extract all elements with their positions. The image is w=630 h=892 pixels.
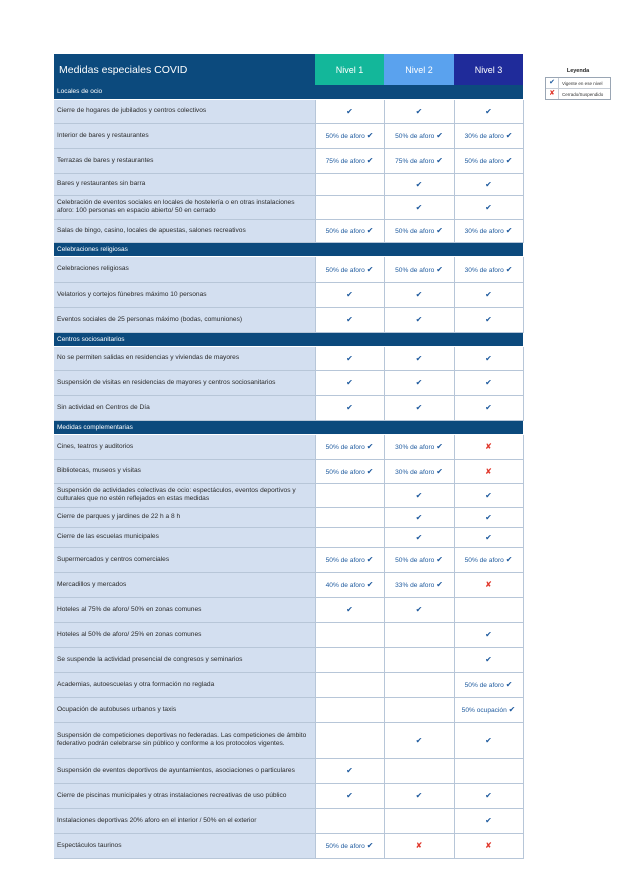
level-3-cell [454,597,523,622]
checkmark-icon: ✔ [436,226,443,235]
capacity-text: 33% de aforo [395,582,435,589]
table-row [54,507,523,527]
checkmark-icon: ✔ [485,791,492,800]
capacity-text: 50% de aforo [395,557,435,564]
checkmark-icon: ✔ [508,705,516,714]
level-2-cell [384,672,454,697]
table-row [54,808,523,833]
checkmark-icon: ✔ [346,378,353,387]
level-3-cell [454,282,523,307]
measure-label: Academias, autoescuelas y otra formación no reglada [54,672,315,697]
level-1-cell [315,507,384,527]
capacity-text: 30% de aforo [395,444,435,451]
measure-label: Espectáculos taurinos [54,833,315,858]
level-3-cell [454,256,523,282]
checkmark-icon: ✔ [485,630,492,639]
level-2-cell [384,622,454,647]
level-3-cell [454,572,523,597]
level-2-cell [384,256,454,282]
measure-label: Suspensión de actividades colectivas de ocio: espectáculos, eventos deportivos y culturales que no estén reflejados en estas medidas [54,483,315,507]
capacity-text: 50% de aforo [395,133,435,140]
level-2-cell [384,459,454,483]
capacity-text: 40% de aforo [325,582,365,589]
level-3-cell [454,434,523,459]
level-2-cell [384,833,454,858]
checkmark-icon: ✔ [485,490,492,500]
measure-label: Cierre de hogares de jubilados y centros colectivos [54,99,315,123]
level-3-cell [454,459,523,483]
measure-label: Cierre de parques y jardines de 22 h a 8 h [54,507,315,527]
section-title: Medidas complementarias [54,420,523,434]
level-1-cell [315,395,384,420]
level-3-cell [454,483,523,507]
section-title: Locales de ocio [54,85,523,99]
measure-label: Cierre de las escuelas municipales [54,527,315,547]
level-3-cell [454,99,523,123]
measure-label: Bares y restaurantes sin barra [54,173,315,195]
measure-label: Velatorios y cortejos fúnebres máximo 10 personas [54,282,315,307]
level-1-cell [315,783,384,808]
checkmark-icon: ✔ [505,680,513,689]
measure-label: Celebraciones religiosas [54,256,315,282]
legend [545,68,611,100]
level-3-cell [454,219,523,242]
capacity-text: 30% de aforo [464,266,504,274]
capacity-text: 50% de aforo [395,228,435,235]
checkmark-icon: ✔ [485,353,492,363]
legend-item-cerrado [546,89,610,99]
capacity-text: 50% de aforo [395,266,435,274]
level-3-cell [454,758,523,783]
measure-label: Suspensión de eventos deportivos de ayuntamientos, asociaciones o particulares [54,758,315,783]
checkmark-icon: ✔ [415,202,423,212]
capacity-text: 50% ocupación [461,707,507,714]
level-1-cell [315,256,384,282]
measure-label: Eventos sociales de 25 personas máximo (bodas, comuniones) [54,307,315,332]
level-1-cell [315,195,384,219]
level-3-cell [454,547,523,572]
level-1-cell [315,148,384,173]
checkmark-icon: ✔ [366,226,374,235]
checkmark-icon: ✔ [485,403,492,412]
level-1-cell [315,173,384,195]
checkmark-icon: ✔ [366,264,374,274]
measure-label: Se suspende la actividad presencial de congresos y seminarios [54,647,315,672]
measure-label: Sin actividad en Centros de Día [54,395,315,420]
level-1-cell [315,527,384,547]
measure-label: Hoteles al 75% de aforo/ 50% en zonas comunes [54,597,315,622]
level-2-cell [384,219,454,242]
level-1-cell [315,219,384,242]
checkmark-icon: ✔ [415,490,423,500]
level-1-cell [315,434,384,459]
level-1-cell [315,833,384,858]
measure-label: Interior de bares y restaurantes [54,123,315,148]
level-1-cell [315,647,384,672]
measure-label: Cierre de piscinas municipales y otras instalaciones recreativas de uso público [54,783,315,808]
cross-icon: ✘ [485,841,492,850]
level-1-cell [315,597,384,622]
legend-item-vigente [546,78,610,89]
level-3-header: Nivel 3 [454,54,523,85]
level-3-cell [454,808,523,833]
measure-label: Celebración de eventos sociales en locales de hostelería o en otras instalaciones aforo: 100 personas en espacio abierto/ 50 en cerrado [54,195,315,219]
level-3-cell [454,672,523,697]
capacity-text: 50% de aforo [325,133,365,140]
level-2-cell [384,527,454,547]
section-header [54,242,523,256]
checkmark-icon: ✔ [436,580,443,589]
table-row [54,219,523,242]
table-row [54,833,523,858]
table-row [54,346,523,370]
checkmark-icon: ✔ [366,580,374,589]
legend-title: Leyenda [566,68,590,74]
table-row [54,697,523,722]
checkmark-icon: ✔ [485,202,492,212]
level-2-cell [384,346,454,370]
level-2-cell [384,148,454,173]
cross-icon: ✘ [546,89,559,99]
measure-label: Ocupación de autobuses urbanos y taxis [54,697,315,722]
capacity-text: 30% de aforo [395,468,435,476]
table-body [54,85,523,858]
table-row [54,282,523,307]
checkmark-icon: ✔ [436,131,443,140]
checkmark-icon: ✔ [485,655,492,664]
checkmark-icon: ✔ [415,315,423,324]
level-3-cell [454,647,523,672]
table-row [54,395,523,420]
capacity-text: 50% de aforo [464,557,504,564]
table-row [54,672,523,697]
table-row [54,256,523,282]
table-row [54,483,523,507]
checkmark-icon: ✔ [415,403,423,412]
checkmark-icon: ✔ [485,512,492,522]
table-row [54,547,523,572]
level-1-cell [315,672,384,697]
checkmark-icon: ✔ [346,791,353,800]
checkmark-icon: ✔ [415,179,423,189]
measure-label: No se permiten salidas en residencias y viviendas de mayores [54,346,315,370]
level-2-cell [384,99,454,123]
capacity-text: 50% de aforo [325,266,365,274]
level-2-cell [384,195,454,219]
checkmark-icon: ✔ [505,226,513,235]
level-3-cell [454,173,523,195]
capacity-text: 50% de aforo [325,228,365,235]
checkmark-icon: ✔ [415,290,423,299]
checkmark-icon: ✔ [366,442,374,451]
level-2-cell [384,282,454,307]
level-1-cell [315,483,384,507]
checkmark-icon: ✔ [415,106,423,116]
checkmark-icon: ✔ [346,353,353,363]
checkmark-icon: ✔ [366,156,374,165]
capacity-text: 50% de aforo [464,158,504,165]
capacity-text: 50% de aforo [464,682,504,689]
table-header-row [54,54,523,85]
level-3-cell [454,307,523,332]
checkmark-icon: ✔ [415,353,423,363]
capacity-text: 75% de aforo [395,158,435,165]
checkmark-icon: ✔ [485,179,492,189]
table-row [54,572,523,597]
level-3-cell [454,346,523,370]
checkmark-icon: ✔ [415,791,423,800]
measure-label: Suspensión de visitas en residencias de mayores y centros sociosanitarios [54,370,315,395]
level-2-cell [384,783,454,808]
checkmark-icon: ✔ [436,156,443,165]
level-1-cell [315,622,384,647]
level-2-cell [384,395,454,420]
checkmark-icon: ✔ [346,106,353,116]
level-3-cell [454,148,523,173]
table-row [54,647,523,672]
level-3-cell [454,622,523,647]
checkmark-icon: ✔ [346,766,353,775]
level-3-cell [454,527,523,547]
checkmark-icon: ✔ [485,735,492,745]
table-row [54,123,523,148]
level-1-cell [315,282,384,307]
level-2-cell [384,572,454,597]
checkmark-icon: ✔ [505,156,513,165]
table-row [54,622,523,647]
level-2-cell [384,370,454,395]
section-header [54,420,523,434]
table-row [54,370,523,395]
measure-label: Suspensión de competiciones deportivas no federadas. Las competiciones de ámbito federativo podrán celebrarse sin público y conforme a los protocolos vigentes. [54,722,315,758]
checkmark-icon: ✔ [415,512,423,522]
section-header [54,332,523,346]
covid-measures-table [54,54,524,859]
measure-label: Bibliotecas, museos y visitas [54,459,315,483]
level-3-cell [454,370,523,395]
level-2-cell [384,647,454,672]
checkmark-icon: ✔ [415,378,423,387]
capacity-text: 50% de aforo [325,444,365,451]
checkmark-icon: ✔ [436,466,443,476]
legend-box [545,77,611,100]
legend-item-label: Cerrado/Suspendido [562,91,604,97]
checkmark-icon: ✔ [346,403,353,412]
table-title: Medidas especiales COVID [54,54,315,85]
checkmark-icon: ✔ [505,131,513,140]
checkmark-icon: ✔ [505,264,513,274]
level-1-cell [315,697,384,722]
cross-icon: ✘ [485,442,492,451]
level-3-cell [454,123,523,148]
checkmark-icon: ✔ [485,290,492,299]
level-2-cell [384,173,454,195]
level-3-cell [454,195,523,219]
level-3-cell [454,507,523,527]
checkmark-icon: ✔ [546,78,559,88]
table-row [54,459,523,483]
checkmark-icon: ✔ [485,106,492,116]
measure-label: Terrazas de bares y restaurantes [54,148,315,173]
level-1-header: Nivel 1 [315,54,384,85]
level-1-cell [315,572,384,597]
level-1-cell [315,346,384,370]
level-3-cell [454,833,523,858]
section-title: Centros sociosanitarios [54,332,523,346]
checkmark-icon: ✔ [346,605,353,614]
checkmark-icon: ✔ [485,532,492,542]
capacity-text: 75% de aforo [325,158,365,165]
level-1-cell [315,808,384,833]
measure-label: Instalaciones deportivas 20% aforo en el interior / 50% en el exterior [54,808,315,833]
cross-icon: ✘ [485,580,492,589]
level-3-cell [454,697,523,722]
level-2-cell [384,547,454,572]
checkmark-icon: ✔ [346,315,353,324]
cross-icon: ✘ [485,466,492,476]
level-2-cell [384,697,454,722]
level-2-cell [384,758,454,783]
capacity-text: 30% de aforo [464,228,504,235]
table-row [54,148,523,173]
level-1-cell [315,123,384,148]
checkmark-icon: ✔ [485,378,492,387]
checkmark-icon: ✔ [436,555,443,564]
level-3-cell [454,783,523,808]
capacity-text: 50% de aforo [325,557,365,564]
level-3-cell [454,395,523,420]
table-row [54,527,523,547]
cross-icon: ✘ [415,841,423,850]
checkmark-icon: ✔ [415,735,423,745]
table-row [54,783,523,808]
level-1-cell [315,370,384,395]
measure-label: Salas de bingo, casino, locales de apuestas, salones recreativos [54,219,315,242]
level-1-cell [315,307,384,332]
checkmark-icon: ✔ [366,841,374,850]
checkmark-icon: ✔ [346,290,353,299]
checkmark-icon: ✔ [505,555,513,564]
level-1-cell [315,547,384,572]
table-row [54,434,523,459]
legend-item-label: Vigente en ese nivel [562,80,603,86]
section-title: Celebraciones religiosas [54,242,523,256]
level-2-cell [384,483,454,507]
table-row [54,99,523,123]
capacity-text: 50% de aforo [325,468,365,476]
checkmark-icon: ✔ [436,264,443,274]
checkmark-icon: ✔ [415,532,423,542]
level-1-cell [315,758,384,783]
measure-label: Hoteles al 50% de aforo/ 25% en zonas comunes [54,622,315,647]
level-1-cell [315,99,384,123]
table-row [54,597,523,622]
level-2-cell [384,722,454,758]
level-2-cell [384,808,454,833]
capacity-text: 30% de aforo [464,133,504,140]
level-1-cell [315,459,384,483]
table-row [54,173,523,195]
table-row [54,307,523,332]
checkmark-icon: ✔ [485,315,492,324]
checkmark-icon: ✔ [366,466,374,476]
measure-label: Cines, teatros y auditorios [54,434,315,459]
checkmark-icon: ✔ [436,442,443,451]
capacity-text: 50% de aforo [325,843,365,850]
table-row [54,195,523,219]
checkmark-icon: ✔ [366,131,374,140]
level-2-cell [384,507,454,527]
measure-label: Supermercados y centros comerciales [54,547,315,572]
level-2-cell [384,597,454,622]
table-row [54,758,523,783]
table-row [54,722,523,758]
measure-label: Mercadillos y mercados [54,572,315,597]
level-1-cell [315,722,384,758]
checkmark-icon: ✔ [366,555,374,564]
checkmark-icon: ✔ [415,605,423,614]
checkmark-icon: ✔ [485,816,492,825]
section-header [54,85,523,99]
level-3-cell [454,722,523,758]
level-2-header: Nivel 2 [384,54,454,85]
level-2-cell [384,434,454,459]
level-2-cell [384,123,454,148]
level-2-cell [384,307,454,332]
